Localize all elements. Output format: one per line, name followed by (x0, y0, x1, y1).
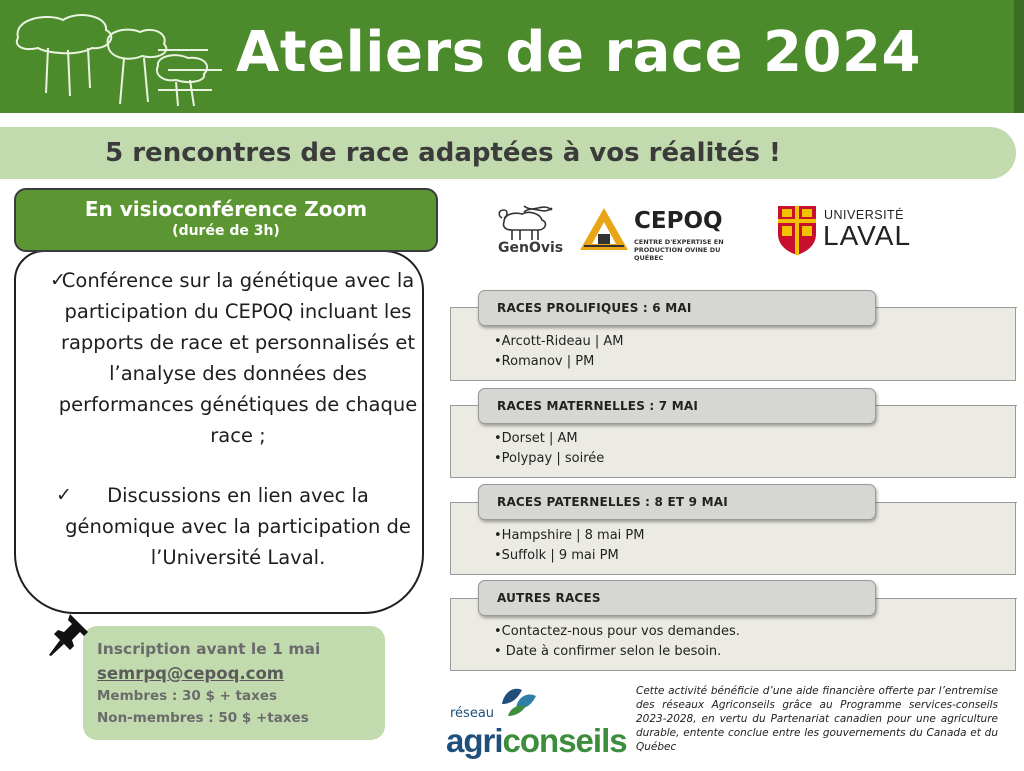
conseils-text: conseils (502, 722, 627, 759)
registration-box (83, 626, 385, 740)
funding-disclaimer: Cette activité bénéficie d’une aide financière offerte par l’entremise des réseaux Agriconseils grâce au Programme services-conseils 2023-2028, en vertu du Partenariat canadien pour une agriculture durable, entente conclue entre les gouvernements du Canada et du Québec (636, 685, 998, 753)
sheep-icon (494, 200, 560, 242)
genovis-wordmark: GenOvis (498, 240, 564, 256)
race-title: RACES PATERNELLES : 8 ET 9 MAI (497, 495, 728, 509)
race-items-prolifiques (494, 332, 623, 372)
bullet-item (50, 265, 418, 451)
checkmark-icon: ✓ (50, 269, 66, 291)
laval-logo (776, 204, 912, 256)
members-price: Membres : 30 $ + taxes (97, 688, 278, 704)
cepoq-emblem-icon (578, 206, 630, 252)
cepoq-wordmark: CEPOQ (634, 208, 723, 234)
cepoq-logo (578, 206, 738, 262)
format-duration: (durée de 3h) (172, 223, 280, 239)
race-item: •Suffolk | 9 mai PM (494, 548, 619, 563)
genovis-logo (494, 200, 566, 258)
cepoq-tagline: CENTRE D'EXPERTISE EN PRODUCTION OVINE DU QUÉBEC (634, 238, 724, 262)
race-items-paternelles (494, 526, 644, 566)
race-tab-prolifiques (478, 290, 876, 326)
race-item: •Contactez-nous pour vos demandes. (494, 624, 740, 639)
registration-deadline: Inscription avant le 1 mai (97, 640, 321, 658)
race-item: •Arcott-Rideau | AM (494, 334, 624, 349)
race-title: AUTRES RACES (497, 591, 601, 605)
laval-wordmark: LAVAL (823, 220, 912, 251)
race-title: RACES MATERNELLES : 7 MAI (497, 399, 699, 413)
bullet-text: Conférence sur la génétique avec la participation du CEPOQ incluant les rapports de race et personnalisés et l’analyse des données des performances génétiques de chaque race ; (58, 269, 418, 447)
subtitle-band (0, 127, 1016, 179)
agriconseils-leaf-icon (498, 684, 538, 718)
race-tab-maternelles (478, 388, 876, 424)
header-banner (0, 0, 1024, 113)
tree-logo-icon (8, 8, 228, 108)
page-title: Ateliers de race 2024 (236, 20, 921, 85)
race-item: •Dorset | AM (494, 431, 578, 446)
agriconseils-logo (446, 684, 627, 762)
race-item: •Romanov | PM (494, 354, 595, 369)
race-items-autres (494, 622, 740, 662)
agriconseils-reseau: réseau (450, 706, 495, 721)
race-tab-autres (478, 580, 876, 616)
race-item: •Polypay | soirée (494, 451, 605, 466)
race-tab-paternelles (478, 484, 876, 520)
checkmark-icon: ✓ (56, 484, 72, 506)
agri-text: agri (446, 722, 503, 759)
race-title: RACES PROLIFIQUES : 6 MAI (497, 301, 692, 315)
race-items-maternelles (494, 429, 604, 469)
format-title: En visioconférence Zoom (84, 197, 368, 221)
format-box (14, 188, 438, 252)
race-item: •Hampshire | 8 mai PM (494, 528, 645, 543)
bullet-item (58, 480, 418, 573)
laval-crest-icon (776, 204, 818, 256)
non-members-price: Non-membres : 50 $ +taxes (97, 710, 309, 726)
laval-univ-text: UNIVERSITÉ (824, 208, 905, 222)
registration-email-link[interactable]: semrpq@cepoq.com (97, 664, 284, 683)
page-subtitle: 5 rencontres de race adaptées à vos réalités ! (105, 138, 781, 168)
bullet-text: Discussions en lien avec la génomique avec la participation de l’Université Laval. (65, 484, 411, 569)
pushpin-icon (48, 610, 94, 658)
agriconseils-wordmark (446, 722, 627, 760)
race-item: • Date à confirmer selon le besoin. (494, 644, 722, 659)
